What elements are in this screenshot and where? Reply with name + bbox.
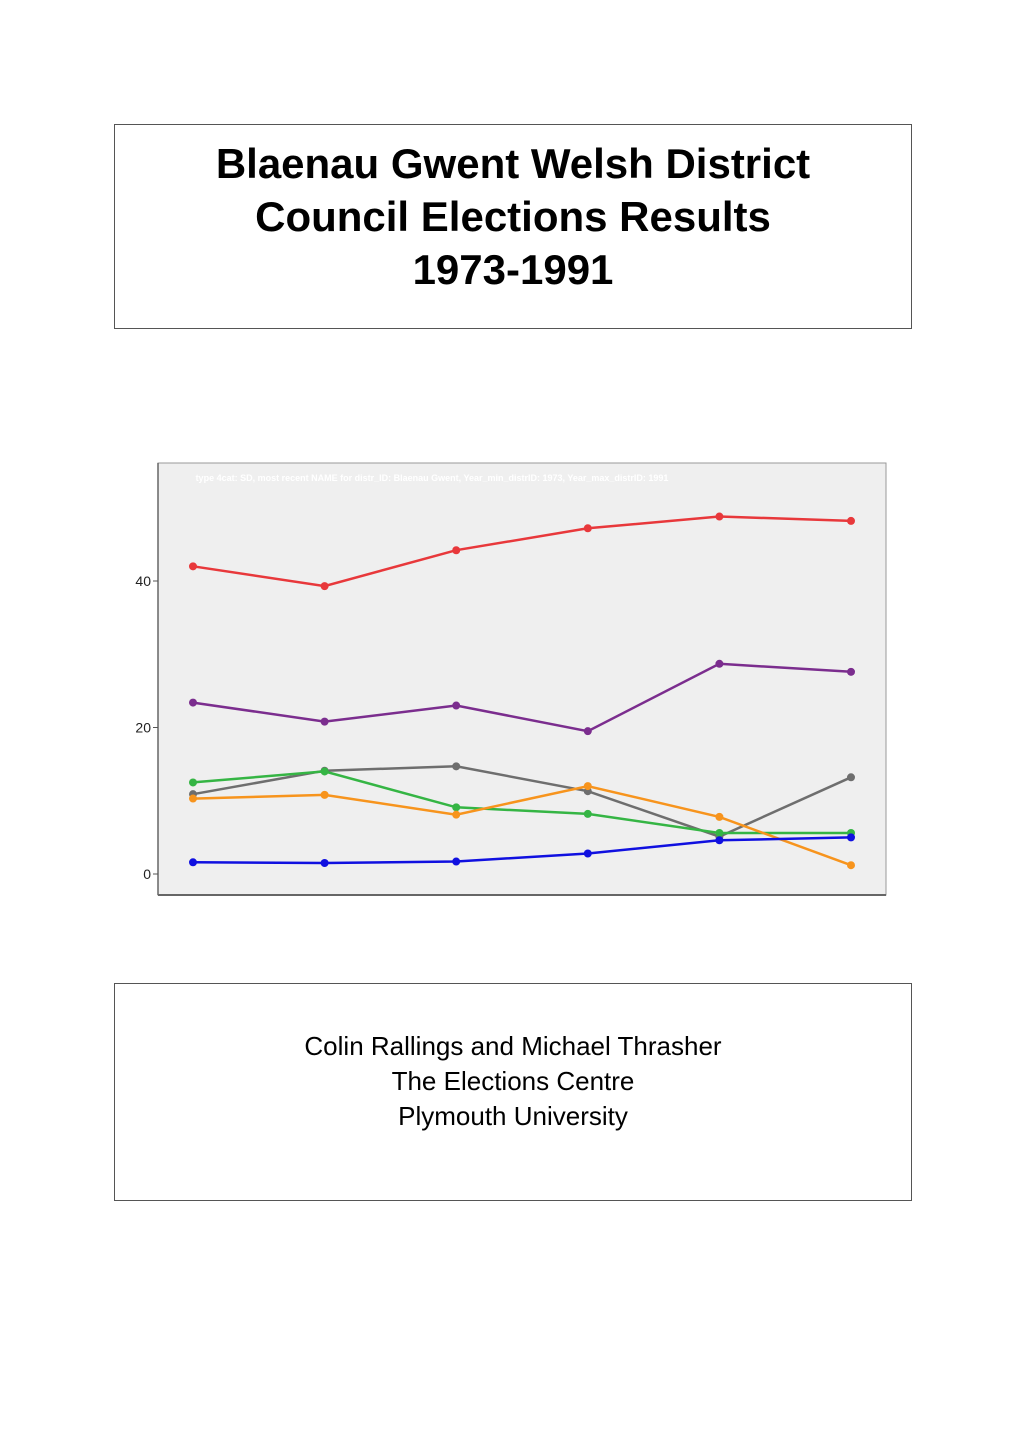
y-tick-label: 0 <box>143 866 151 882</box>
series-point-3 <box>715 829 723 837</box>
y-tick-label: 40 <box>135 573 151 589</box>
authors-names: Colin Rallings and Michael Thrasher <box>304 1031 722 1061</box>
chart <box>130 460 890 900</box>
authors-university: Plymouth University <box>398 1101 628 1131</box>
series-point-5 <box>584 849 592 857</box>
y-tick-label: 20 <box>135 719 151 736</box>
chart-title: type 4cat: SD, most recent NAME for distr_ID: Blaenau Gwent, Year_min_distrID: 1973, Year_max_distrID: 1991 <box>195 473 669 483</box>
series-point-5 <box>189 858 197 866</box>
author-block <box>115 984 911 1134</box>
series-point-1 <box>584 727 592 735</box>
series-point-2 <box>452 762 460 770</box>
series-point-0 <box>452 546 460 554</box>
title-line-1: Blaenau Gwent Welsh District <box>215 140 811 187</box>
title-line-2: Council Elections Results <box>255 193 771 240</box>
line-chart-svg <box>130 460 890 900</box>
series-point-4 <box>189 795 197 803</box>
series-point-3 <box>189 778 197 786</box>
series-point-5 <box>715 836 723 844</box>
title-line-3: 1973-1991 <box>412 246 614 293</box>
series-point-5 <box>452 858 460 866</box>
series-point-3 <box>452 803 460 811</box>
title-box <box>114 124 912 329</box>
series-point-4 <box>715 813 723 821</box>
series-point-1 <box>847 668 855 676</box>
series-point-0 <box>189 562 197 570</box>
series-point-1 <box>452 702 460 710</box>
plot-area <box>158 463 886 895</box>
series-point-4 <box>321 791 329 799</box>
series-point-0 <box>321 582 329 590</box>
series-point-0 <box>715 513 723 521</box>
series-point-2 <box>847 773 855 781</box>
series-point-1 <box>321 718 329 726</box>
series-point-5 <box>847 833 855 841</box>
title-block <box>115 125 911 296</box>
authors-centre: The Elections Centre <box>391 1066 635 1096</box>
series-point-1 <box>189 699 197 707</box>
series-point-4 <box>584 782 592 790</box>
series-point-0 <box>584 524 592 532</box>
series-point-1 <box>715 660 723 668</box>
author-box <box>114 983 912 1201</box>
series-point-0 <box>847 517 855 525</box>
series-point-3 <box>584 810 592 818</box>
series-point-4 <box>847 861 855 869</box>
series-point-5 <box>321 859 329 867</box>
series-point-3 <box>321 767 329 775</box>
series-point-4 <box>452 811 460 819</box>
